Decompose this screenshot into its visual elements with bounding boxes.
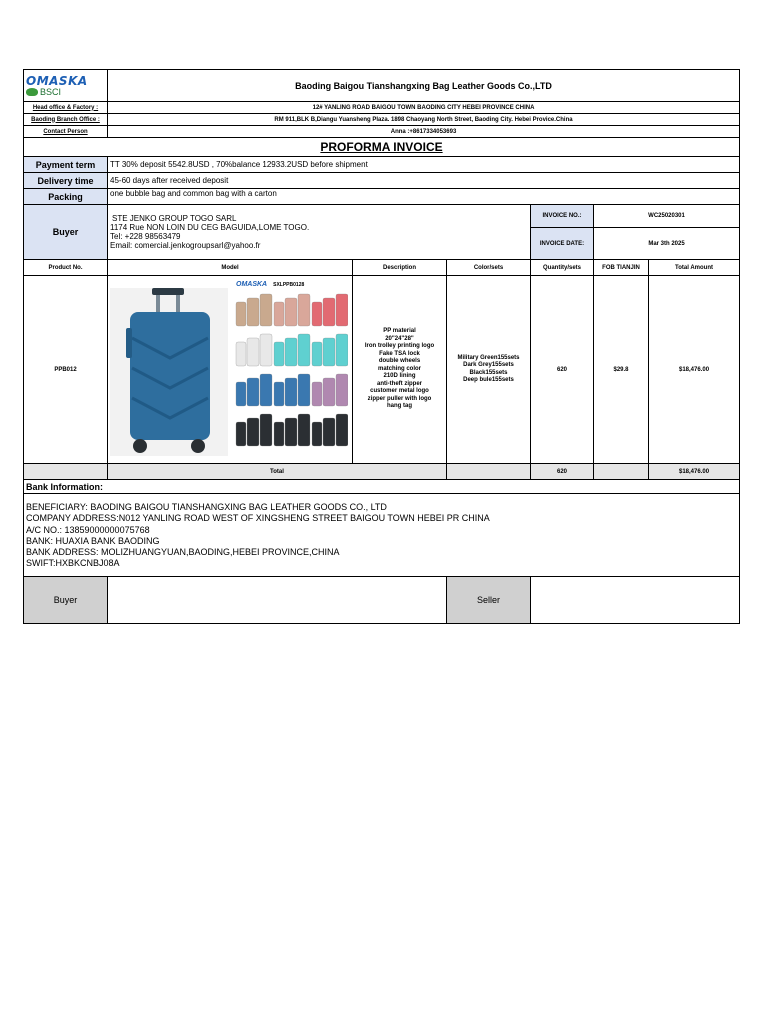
term-value: one bubble bag and common bag with a carton <box>108 189 740 205</box>
buyer-email: Email: comercial.jenkogroupsarl@yahoo.fr <box>110 241 261 250</box>
luggage-set-swatch <box>274 414 310 446</box>
description-line: Fake TSA lock <box>379 350 420 357</box>
product-colors <box>447 276 531 464</box>
office-label: Baoding Branch Office : <box>24 114 108 126</box>
buyer-details <box>108 205 531 260</box>
col-header: Model <box>108 260 353 276</box>
bsci-logo <box>26 87 105 97</box>
signature-row <box>24 577 740 624</box>
bsci-leaf-icon <box>26 88 38 96</box>
office-row <box>24 102 740 114</box>
description-line: anti-theft zipper <box>377 380 422 387</box>
totals-label: Total <box>108 464 447 480</box>
buyer-label: Buyer <box>24 205 108 260</box>
product-row <box>24 276 740 464</box>
term-row <box>24 189 740 205</box>
luggage-set-swatch <box>312 414 348 446</box>
product-no: PPB012 <box>24 276 108 464</box>
bank-line: BANK: HUAXIA BANK BAODING <box>26 535 160 546</box>
office-label: Contact Person <box>24 126 108 138</box>
office-value: 12# YANLING ROAD BAIGOU TOWN BAODING CITY HEBEI PROVINCE CHINA <box>108 102 740 114</box>
term-value: 45-60 days after received deposit <box>108 173 740 189</box>
luggage-set-swatch <box>312 374 348 406</box>
bank-details-row <box>24 494 740 577</box>
buyer-name: STE JENKO GROUP TOGO SARL <box>112 214 237 223</box>
bank-line: BENEFICIARY: BAODING BAIGOU TIANSHANGXING BAG LEATHER GOODS CO., LTD <box>26 502 387 512</box>
product-model-cell <box>108 276 353 464</box>
term-row <box>24 157 740 173</box>
luggage-set-swatch <box>274 334 310 366</box>
description-line: hang tag <box>387 403 412 410</box>
invoice-date-label: INVOICE DATE: <box>531 228 594 260</box>
color-line: Black155sets <box>469 369 508 376</box>
product-photo <box>108 277 349 463</box>
luggage-set-swatch <box>312 334 348 366</box>
totals-blank <box>447 464 531 480</box>
term-label: Delivery time <box>24 173 108 189</box>
term-row <box>24 173 740 189</box>
invoice-date-value: Mar 3th 2025 <box>594 228 740 260</box>
buyer-tel: Tel: +228 98563479 <box>110 232 181 241</box>
suitcase-image <box>110 288 228 456</box>
term-value: TT 30% deposit 5542.8USD , 70%balance 12933.2USD before shipment <box>108 157 740 173</box>
luggage-set-swatch <box>236 334 272 366</box>
col-header: Description <box>353 260 447 276</box>
invoice-sheet <box>23 69 739 624</box>
col-header: Quantity/sets <box>531 260 594 276</box>
bank-details <box>24 494 740 577</box>
bank-heading-row <box>24 480 740 494</box>
column-header-row <box>24 260 740 276</box>
buyer-row <box>24 205 740 228</box>
description-line: Iron trolley printing logo <box>364 343 435 350</box>
color-line: Deep bule155sets <box>463 377 514 383</box>
bank-line: SWIFT:HXBKCNBJ08A <box>26 558 120 569</box>
col-header: FOB TIANJIN <box>594 260 649 276</box>
page-title: PROFORMA INVOICE <box>24 138 740 157</box>
totals-blank <box>24 464 108 480</box>
color-variant-grid <box>232 281 348 459</box>
title-row <box>24 138 740 157</box>
description-line: zipper puller with logo <box>367 395 432 402</box>
description-line: PP material <box>383 328 416 335</box>
color-line: Dark Grey155sets <box>463 362 514 368</box>
bsci-logo-text: BSCI <box>40 86 62 97</box>
term-label: Packing <box>24 189 108 205</box>
bank-heading: Bank Information: <box>24 480 740 494</box>
omaska-logo: OMASKA <box>26 73 88 88</box>
luggage-set-swatch <box>312 294 348 326</box>
term-label: Payment term <box>24 157 108 173</box>
logo-cell <box>24 70 108 102</box>
totals-blank <box>594 464 649 480</box>
grid-brand-caption: OMASKA <box>236 280 268 288</box>
luggage-set-swatch <box>236 294 272 326</box>
buyer-address: 1174 Rue NON LOIN DU CEG BAGUIDA,LOME TOGO. <box>110 223 310 232</box>
description-line: double wheels <box>378 358 421 365</box>
luggage-set-swatch <box>274 374 310 406</box>
company-name: Baoding Baigou Tianshangxing Bag Leather Goods Co.,LTD <box>108 70 740 102</box>
luggage-set-swatch <box>236 414 272 446</box>
description-line: 210D lining <box>383 373 416 380</box>
description-line: matching color <box>377 365 421 372</box>
totals-quantity: 620 <box>531 464 594 480</box>
luggage-set-swatch <box>236 374 272 406</box>
bank-line: BANK ADDRESS: MOLIZHUANGYUAN,BAODING,HEBEI PROVINCE,CHINA <box>26 547 340 558</box>
description-line: customer metal logo <box>370 388 429 395</box>
office-label: Head office & Factory : <box>24 102 108 114</box>
grid-code-caption: SXLPPB0128 <box>273 281 305 288</box>
invoice-table <box>23 69 740 624</box>
signature-buyer-label: Buyer <box>24 577 108 624</box>
luggage-set-swatch <box>274 294 310 326</box>
color-list <box>449 355 528 385</box>
signature-buyer-field <box>108 577 447 624</box>
swatch-grid <box>232 290 348 450</box>
col-header: Color/sets <box>447 260 531 276</box>
description-list <box>355 328 444 411</box>
totals-row <box>24 464 740 480</box>
totals-amount: $18,476.00 <box>649 464 740 480</box>
color-line: Military Green155sets <box>457 354 520 361</box>
col-header: Product No. <box>24 260 108 276</box>
col-header: Total Amount <box>649 260 740 276</box>
invoice-no-value: WC25020301 <box>594 205 740 228</box>
product-quantity: 620 <box>531 276 594 464</box>
product-total: $18,476.00 <box>649 276 740 464</box>
bank-line: A/C NO.: 13859000000075768 <box>26 524 150 535</box>
product-fob: $29.8 <box>594 276 649 464</box>
bank-line: COMPANY ADDRESS:N012 YANLING ROAD WEST OF XINGSHENG STREET BAIGOU TOWN HEBEI PR CHINA <box>26 513 490 524</box>
office-value: RM 911,BLK B,Diangu Yuansheng Plaza. 1898 Chaoyang North Street, Baoding City. Hebei Provice.China <box>108 114 740 126</box>
office-value: Anna :+8617334053693 <box>108 126 740 138</box>
signature-seller-label: Seller <box>447 577 531 624</box>
product-description <box>353 276 447 464</box>
signature-seller-field <box>531 577 740 624</box>
invoice-no-label: INVOICE NO.: <box>531 205 594 228</box>
office-row <box>24 114 740 126</box>
description-line: 20"24"28" <box>385 335 414 342</box>
header-row <box>24 70 740 102</box>
office-row <box>24 126 740 138</box>
